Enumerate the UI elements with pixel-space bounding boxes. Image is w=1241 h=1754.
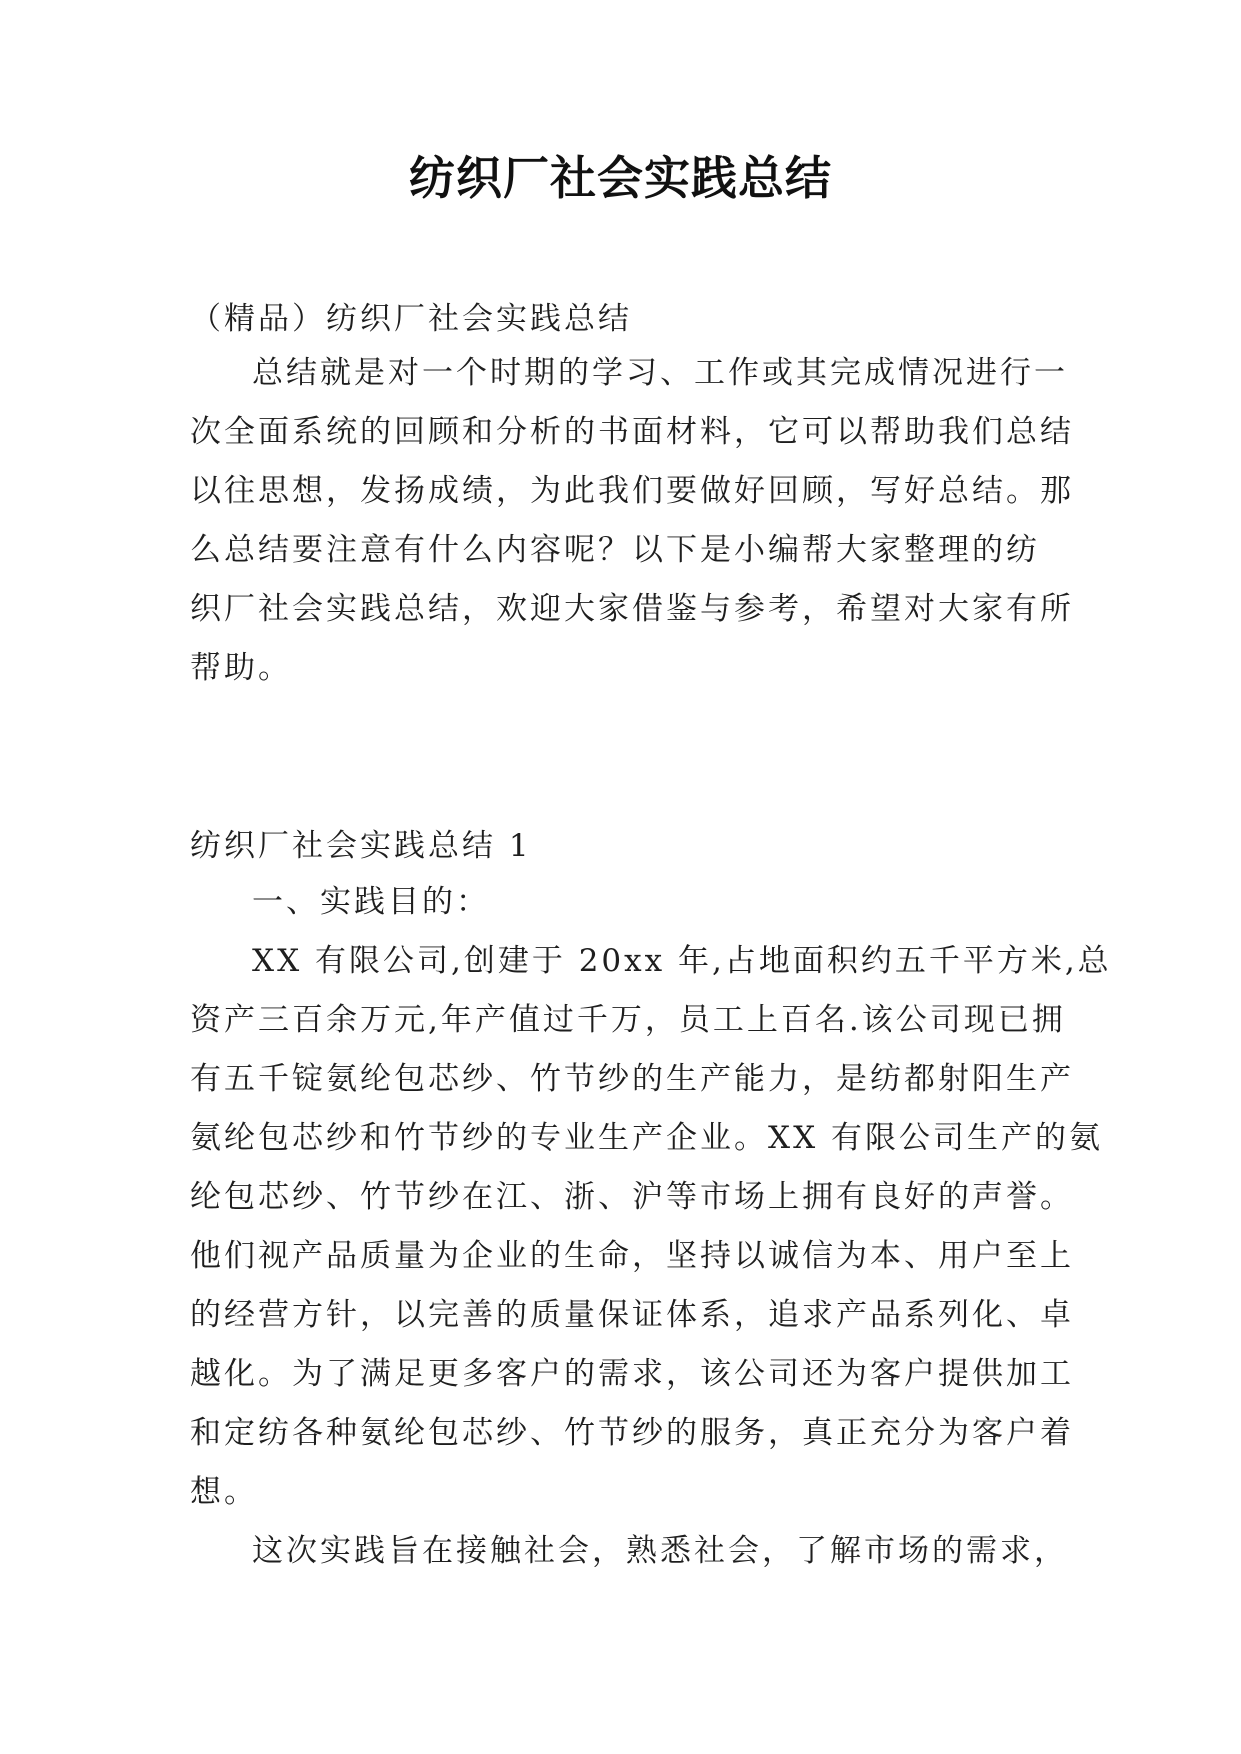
paragraph-line: 和定纺各种氨纶包芯纱、竹节纱的服务，真正充分为客户着 bbox=[190, 1415, 1074, 1451]
paragraph-line: 他们视产品质量为企业的生命，坚持以诚信为本、用户至上 bbox=[190, 1238, 1074, 1274]
document-subtitle bbox=[190, 290, 1060, 349]
document-title: 纺织厂社会实践总结 bbox=[409, 151, 832, 205]
section-heading bbox=[190, 817, 1060, 876]
intro-paragraph bbox=[190, 344, 1074, 698]
paragraph-line: 以往思想，发扬成绩，为此我们要做好回顾，写好总结。那 bbox=[190, 473, 1074, 509]
paragraph-line: 的经营方针，以完善的质量保证体系，追求产品系列化、卓 bbox=[190, 1297, 1074, 1333]
paragraph-line: 总结就是对一个时期的学习、工作或其完成情况进行一 bbox=[252, 355, 1068, 391]
paragraph-line: XX 有限公司,创建于 20xx 年,占地面积约五千平方米,总 bbox=[252, 943, 1112, 979]
paragraph-line: 织厂社会实践总结，欢迎大家借鉴与参考，希望对大家有所 bbox=[190, 591, 1074, 627]
paragraph-line: 纶包芯纱、竹节纱在江、浙、沪等市场上拥有良好的声誉。 bbox=[190, 1179, 1074, 1215]
paragraph-line: 资产三百余万元,年产值过千万，员工上百名.该公司现已拥 bbox=[190, 1002, 1066, 1038]
paragraph-line: 么总结要注意有什么内容呢？以下是小编帮大家整理的纺 bbox=[190, 532, 1040, 568]
paragraph-line: 越化。为了满足更多客户的需求，该公司还为客户提供加工 bbox=[190, 1356, 1074, 1392]
section-subheading: 一、实践目的： bbox=[252, 884, 490, 920]
paragraph-line: 这次实践旨在接触社会，熟悉社会，了解市场的需求， bbox=[252, 1533, 1068, 1569]
section-body bbox=[190, 873, 1112, 1581]
paragraph-line: 帮助。 bbox=[190, 650, 292, 686]
subtitle-line: （精品）纺织厂社会实践总结 bbox=[190, 301, 632, 337]
paragraph-line: 次全面系统的回顾和分析的书面材料，它可以帮助我们总结 bbox=[190, 414, 1074, 450]
paragraph-line: 有五千锭氨纶包芯纱、竹节纱的生产能力，是纺都射阳生产 bbox=[190, 1061, 1074, 1097]
paragraph-line: 氨纶包芯纱和竹节纱的专业生产企业。XX 有限公司生产的氨 bbox=[190, 1120, 1103, 1156]
section-heading-text: 纺织厂社会实践总结 1 bbox=[190, 828, 532, 864]
paragraph-line: 想。 bbox=[190, 1474, 258, 1510]
